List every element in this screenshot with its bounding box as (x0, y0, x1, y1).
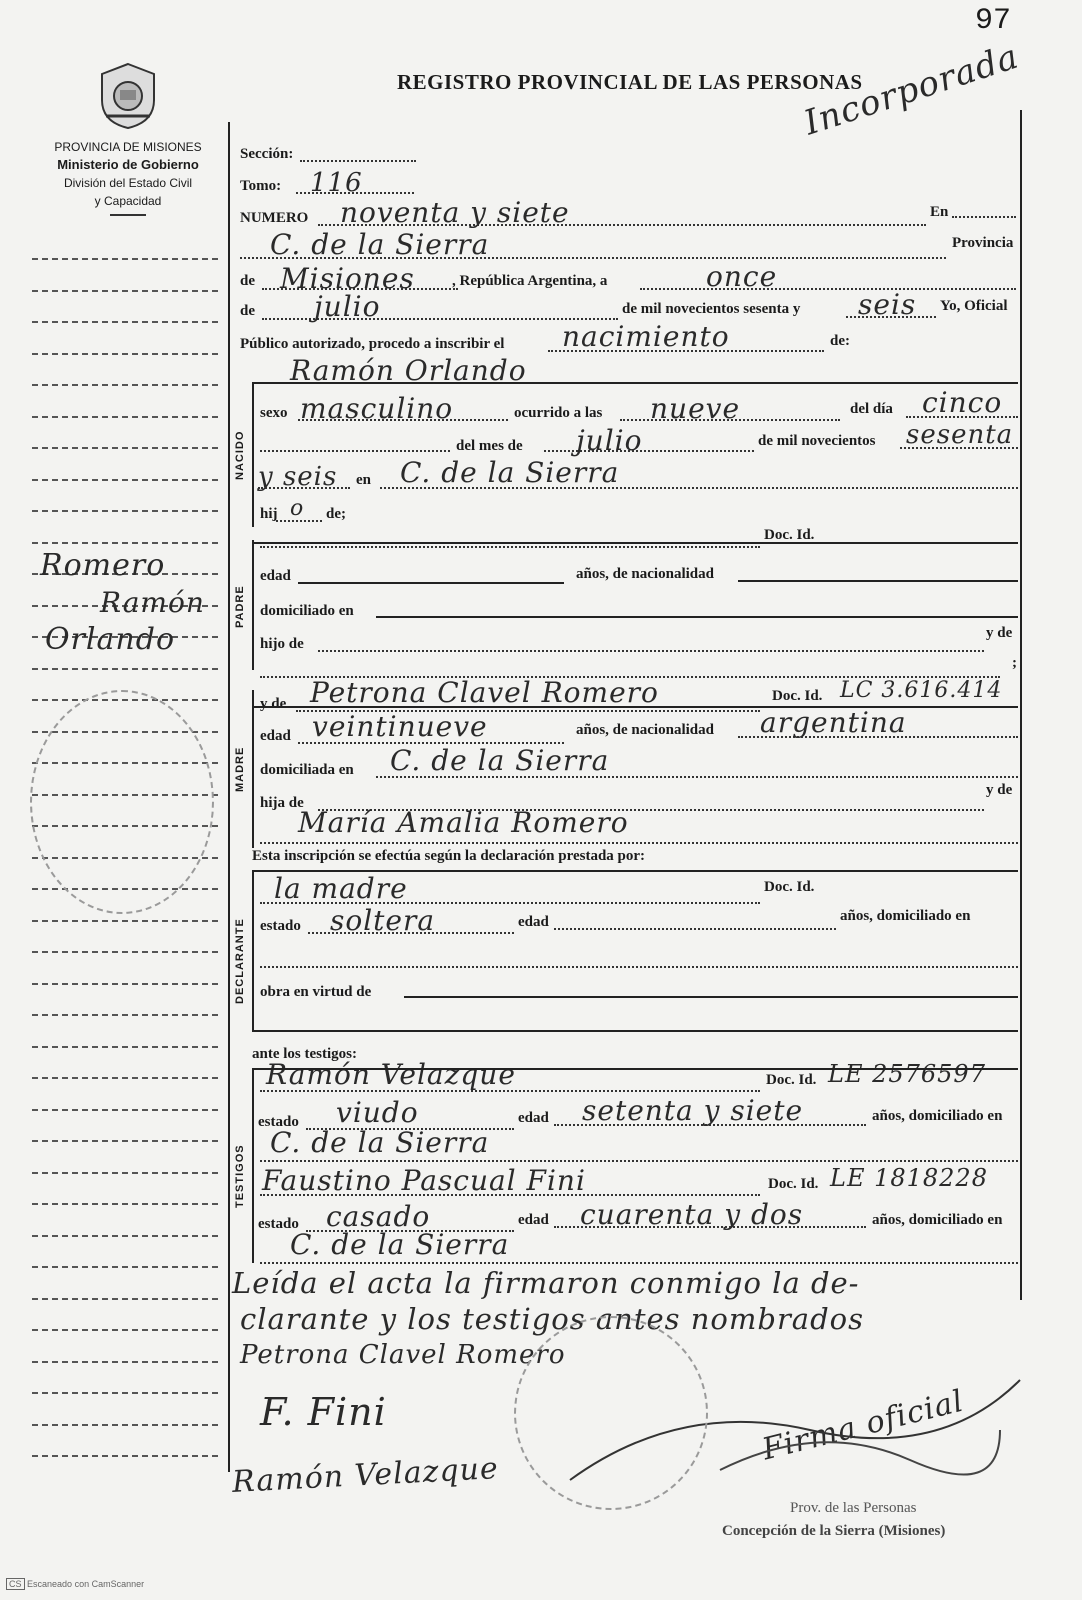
margin-rule-line (32, 920, 218, 922)
acto-value: nacimiento (562, 320, 730, 353)
dia-nac-value: cinco (922, 386, 1003, 419)
seal-icon (92, 60, 164, 132)
declarante-estado-value: soltera (330, 904, 436, 937)
padre-domicilio-label: domiciliado en (260, 603, 354, 619)
closing-line1: Leída el acta la firmaron conmigo la de- (232, 1266, 860, 1300)
de-label-1: de (240, 273, 255, 289)
margin-rule-line (32, 1266, 218, 1268)
closing-line2: clarante y los testigos antes nombrados (240, 1302, 864, 1336)
margin-note-line1: Romero (40, 548, 166, 583)
margin-rule-line (32, 1172, 218, 1174)
del-mes-label: del mes de (456, 438, 523, 454)
section-nacido-label: NACIDO (234, 430, 246, 480)
testigo2-doc-label: Doc. Id. (768, 1176, 819, 1192)
testigo1-estado-label: estado (258, 1114, 299, 1130)
issuer-province: PROVINCIA DE MISIONES (54, 140, 202, 154)
signature-fini: F. Fini (260, 1390, 387, 1434)
stamp-line2: Concepción de la Sierra (Misiones) (722, 1523, 946, 1539)
margin-rule-line (32, 542, 218, 544)
madre-domicilio-value: C. de la Sierra (390, 744, 610, 777)
en-label: En (930, 204, 949, 220)
margin-rule-line (32, 1424, 218, 1426)
margin-rule-line (32, 1203, 218, 1205)
testigo1-doc-value: LE 2576597 (828, 1060, 986, 1088)
padre-doc-label: Doc. Id. (764, 527, 815, 543)
madre-border (252, 690, 254, 848)
sexo-value: masculino (300, 392, 454, 425)
official-stamp (514, 1316, 708, 1510)
madre-doc-label: Doc. Id. (772, 688, 823, 704)
madre-doc-value: LC 3.616.414 (840, 678, 1003, 703)
en-lower-label: en (356, 472, 371, 488)
republica-label: , República Argentina, a (452, 273, 608, 289)
anio-nac2-value: y seis (258, 462, 338, 492)
issuer-ministry: Ministerio de Gobierno (57, 157, 199, 172)
section-testigos-label: TESTIGOS (234, 1144, 246, 1208)
madre-padres-value: María Amalia Romero (298, 806, 629, 839)
corner-annotation: Incorporada (799, 36, 1024, 144)
margin-rule-line (32, 1046, 218, 1048)
madre-y-de2-label: y de (986, 782, 1013, 798)
margin-rule-line (32, 1361, 218, 1363)
margin-rule-line (32, 447, 218, 449)
testigo2-estado-value: casado (326, 1200, 431, 1233)
madre-hija-label: hija de (260, 795, 304, 811)
main-right-border (1020, 110, 1022, 1300)
declarante-doc-label: Doc. Id. (764, 879, 815, 895)
madre-y-de-label: y de (260, 696, 287, 712)
margin-note-line3: Orlando (45, 622, 176, 657)
testigo2-value: Faustino Pascual Fini (262, 1164, 586, 1197)
testigo2-edad-label: edad (518, 1212, 549, 1228)
declarante-value: la madre (274, 872, 408, 905)
padre-border (252, 540, 254, 670)
margin-rule-line (32, 1014, 218, 1016)
margin-rule-line (32, 258, 218, 260)
del-dia-label: del día (850, 401, 893, 417)
issuer-division: División del Estado Civil (63, 176, 193, 190)
testigo2-estado-label: estado (258, 1216, 299, 1232)
page-number: 97 (975, 4, 1012, 38)
anio-value: seis (858, 288, 917, 321)
en-value: C. de la Sierra (270, 228, 490, 261)
nombre-value: Ramón Orlando (290, 354, 527, 387)
margin-rule-line (32, 1298, 218, 1300)
mes-value: julio (314, 290, 381, 323)
testigo1-value: Ramón Velazque (266, 1058, 516, 1091)
province-seal (92, 60, 164, 132)
scanner-badge (6, 1578, 144, 1590)
margin-rule-line (32, 384, 218, 386)
margin-rule-line (32, 1077, 218, 1079)
declarante-border (252, 870, 254, 1030)
declarante-estado-label: estado (260, 918, 301, 934)
hora-value: nueve (650, 392, 741, 425)
testigo2-domicilio-value: C. de la Sierra (290, 1228, 510, 1261)
madre-nacionalidad-label: años, de nacionalidad (576, 722, 714, 738)
margin-rule-line (32, 983, 218, 985)
section-declarante-label: DECLARANTE (234, 918, 246, 1004)
madre-edad-value: veintinueve (312, 710, 488, 743)
padre-semicolon-label: ; (1012, 655, 1017, 671)
signature-official: Firma oficial (758, 1383, 968, 1468)
mil-novecientos-label: de mil novecientos (758, 433, 876, 449)
hij-label: hij (260, 506, 278, 522)
camscanner-icon: CS (6, 1578, 25, 1590)
margin-rule-line (32, 353, 218, 355)
madre-domicilio-label: domiciliada en (260, 762, 354, 778)
margin-rule-line (32, 668, 218, 670)
section-madre-label: MADRE (234, 746, 246, 792)
provincia-value: Misiones (280, 262, 415, 295)
margin-rule-line (32, 1392, 218, 1394)
provincia-label: Provincia (952, 235, 1014, 251)
declaracion-label: Esta inscripción se efectúa según la declaración prestada por: (252, 848, 646, 864)
madre-edad-label: edad (260, 728, 291, 744)
margin-note-line2: Ramón (100, 586, 205, 619)
testigo1-estado-value: viudo (336, 1096, 419, 1129)
publico-label: Público autorizado, procedo a inscribir el (240, 336, 505, 352)
scanner-text: Escaneado con CamScanner (27, 1579, 145, 1589)
madre-nacionalidad-value: argentina (760, 706, 907, 739)
tomo-value: 116 (310, 168, 363, 198)
yo-oficial-label: Yo, Oficial (940, 298, 1008, 314)
closing-line3: Petrona Clavel Romero (240, 1340, 566, 1370)
de-label-2: de (240, 303, 255, 319)
issuer-capacity: y Capacidad (94, 194, 162, 208)
testigo1-edad-label: edad (518, 1110, 549, 1126)
declarante-domicilio-label: años, domiciliado en (840, 908, 971, 924)
dia-value: once (706, 260, 778, 293)
sexo-label: sexo (260, 405, 288, 421)
de-colon-label: de: (830, 333, 850, 349)
margin-rule-line (32, 416, 218, 418)
seccion-label: Sección: (240, 146, 294, 162)
anio-nac-value: sesenta (906, 420, 1014, 450)
page-title: REGISTRO PROVINCIAL DE LAS PERSONAS (397, 70, 863, 94)
testigo1-edad-value: setenta y siete (582, 1094, 804, 1127)
mes-nac-value: julio (576, 424, 643, 457)
main-left-border (228, 122, 230, 1472)
madre-nombre-value: Petrona Clavel Romero (310, 676, 659, 709)
margin-rule-line (32, 479, 218, 481)
margin-rule-line (32, 1329, 218, 1331)
padre-hijo-label: hijo de (260, 636, 304, 652)
numero-label: NUMERO (240, 210, 309, 226)
padre-edad-label: edad (260, 568, 291, 584)
de-semicolon-label: de; (326, 506, 346, 522)
margin-rule-line (32, 1235, 218, 1237)
stamp-line1: Prov. de las Personas (790, 1500, 917, 1516)
testigos-border (252, 1068, 254, 1263)
section-padre-label: PADRE (234, 585, 246, 628)
testigo2-doc-value: LE 1818228 (830, 1164, 988, 1192)
testigo1-doc-label: Doc. Id. (766, 1072, 817, 1088)
obra-label: obra en virtud de (260, 984, 372, 1000)
margin-rule-line (32, 951, 218, 953)
margin-rule-line (32, 1140, 218, 1142)
margin-rule-line (32, 1455, 218, 1457)
tomo-label: Tomo: (240, 178, 282, 194)
padre-y-de-label: y de (986, 625, 1013, 641)
margin-rule-line (32, 1109, 218, 1111)
mil-sesenta-label: de mil novecientos sesenta y (622, 301, 801, 317)
signature-velazque: Ramón Velazque (231, 1451, 500, 1500)
padre-nacionalidad-label: años, de nacionalidad (576, 566, 714, 582)
margin-stamp (30, 690, 214, 914)
testigo2-edad-value: cuarenta y dos (580, 1198, 804, 1231)
declarante-edad-label: edad (518, 914, 549, 930)
testigo1-domicilio-value: C. de la Sierra (270, 1126, 490, 1159)
testigo2-domicilio-label: años, domiciliado en (872, 1212, 1003, 1228)
margin-rule-line (32, 290, 218, 292)
lugar-nac-value: C. de la Sierra (400, 456, 620, 489)
hij-value: o (290, 496, 305, 521)
margin-rule-line (32, 321, 218, 323)
numero-value: noventa y siete (340, 196, 570, 229)
nacido-border (252, 382, 254, 527)
margin-rule-line (32, 510, 218, 512)
testigo1-domicilio-label: años, domiciliado en (872, 1108, 1003, 1124)
ante-testigos-label: ante los testigos: (252, 1046, 357, 1062)
ocurrido-label: ocurrido a las (514, 405, 603, 421)
